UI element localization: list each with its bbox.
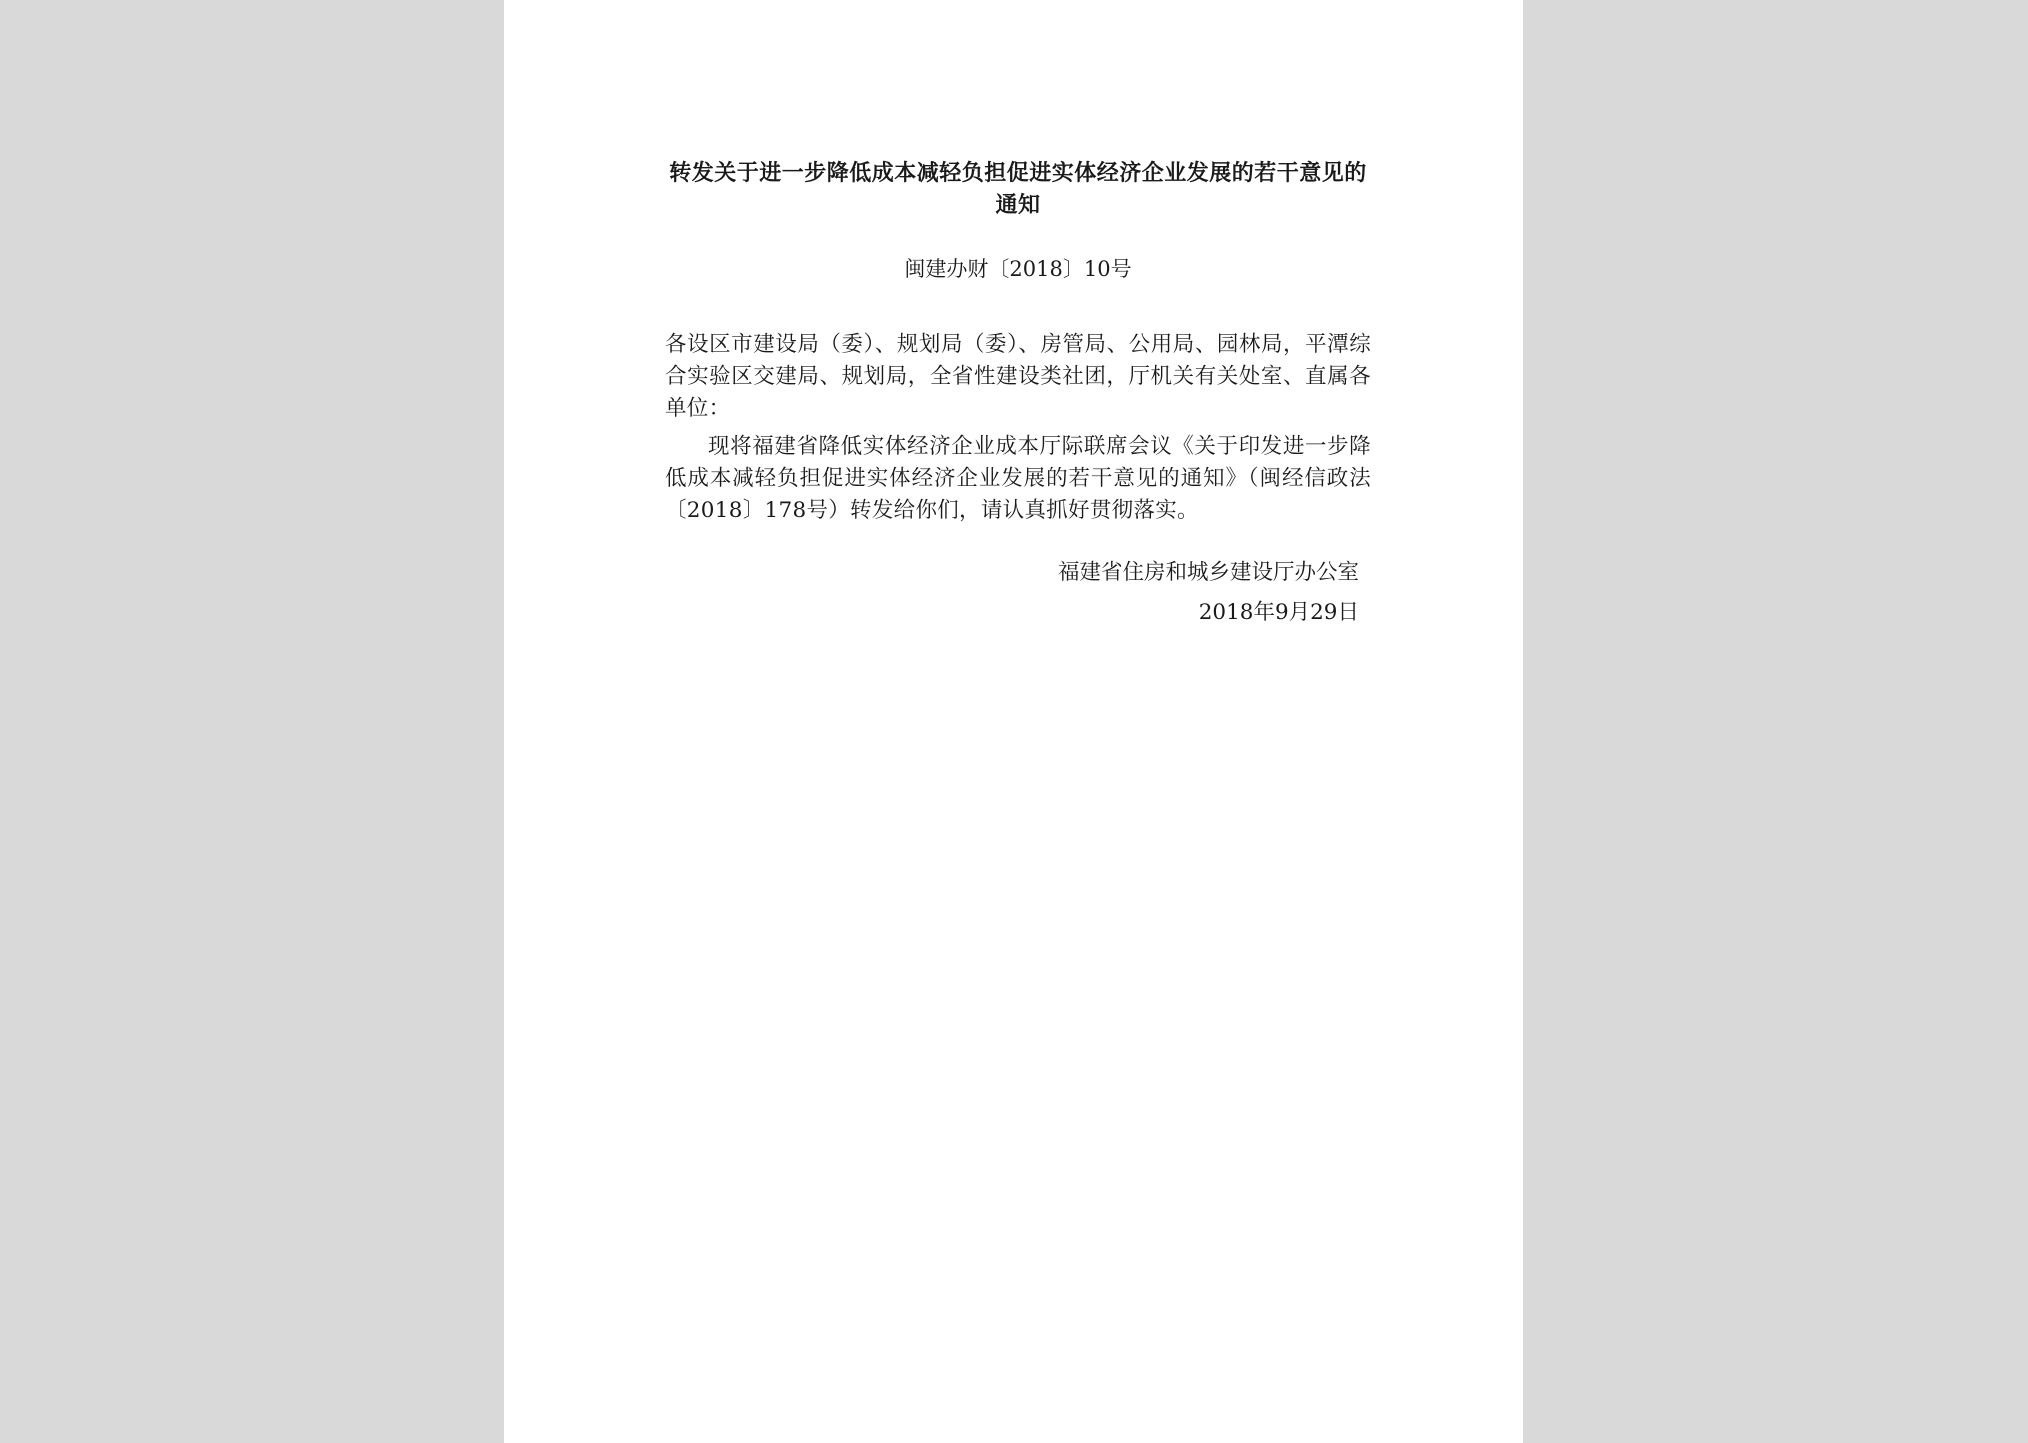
document-page	[504, 0, 1523, 1443]
issue-date: 2018年9月29日	[1198, 600, 1359, 625]
recipients-paragraph: 各设区市建设局（委）、规划局（委）、房管局、公用局、园林局，平潭综合实验区交建局、规划局，全省性建设类社团，厅机关有关处室、直属各单位：	[665, 332, 1371, 421]
issuer-name: 福建省住房和城乡建设厅办公室	[1057, 560, 1359, 585]
body-paragraph: 现将福建省降低实体经济企业成本厅际联席会议《关于印发进一步降低成本减轻负担促进实体经济企业发展的若干意见的通知》（闽经信政法〔2018〕178号）转发给你们，请认真抓好贯彻落实。	[665, 434, 1371, 523]
document-content	[665, 157, 1371, 633]
signature-block	[665, 553, 1371, 633]
document-title: 转发关于进一步降低成本减轻负担促进实体经济企业发展的若干意见的通知	[669, 160, 1367, 218]
document-number: 闽建办财〔2018〕10号	[904, 257, 1132, 281]
